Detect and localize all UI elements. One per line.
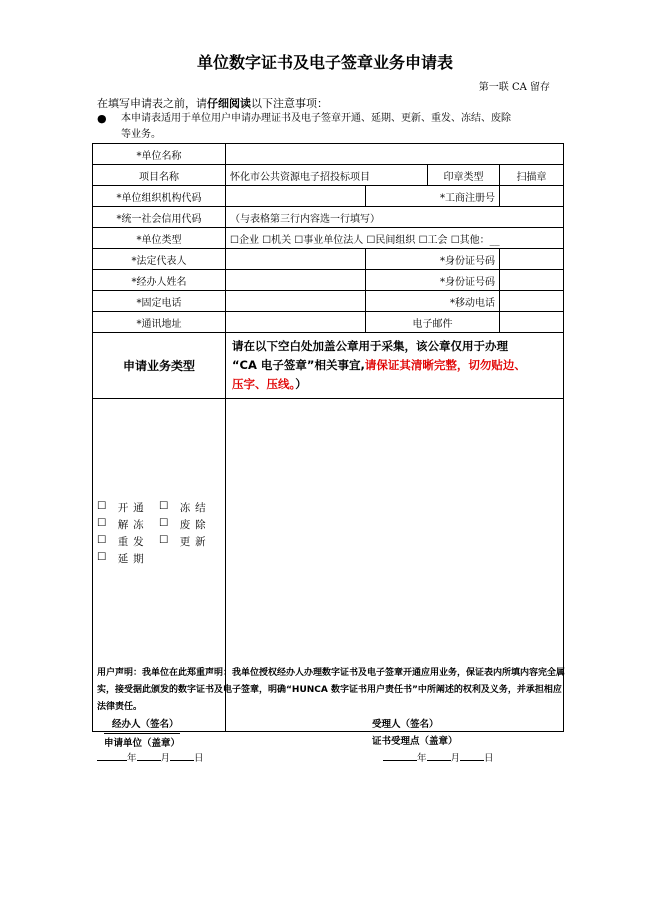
checkbox-icon[interactable]: ☐ [97,534,107,546]
org-code-label: *单位组织机构代码 [93,186,226,207]
copy-note: 第一联 CA 留存 [478,82,550,93]
bullet-icon: ● [97,112,107,125]
checkbox-icon[interactable]: ☐ [159,534,169,546]
email-field[interactable] [500,312,564,333]
address-label: *通讯地址 [93,312,226,333]
receiver-signature-label: 受理人（签名） [372,719,439,730]
agent-name-field[interactable] [226,270,366,291]
project-name-label: 项目名称 [93,165,226,186]
credit-code-label: *统一社会信用代码 [93,207,226,228]
credit-code-note: （与表格第三行内容选一行填写） [226,207,564,228]
fixed-phone-field[interactable] [226,291,366,312]
mobile-phone-label: *移动电话 [366,291,500,312]
fixed-phone-label: *固定电话 [93,291,226,312]
id-no-field-2[interactable] [500,270,564,291]
unit-name-field[interactable] [226,144,564,165]
receiver-date[interactable]: 年 月 日 [383,750,494,764]
stamp-instruction: 请在以下空白处加盖公章用于采集，该公章仅用于办理 “CA 电子签章”相关事宜,请保证其清晰完整，切勿贴边、 压字、压线。） [226,333,564,399]
user-declaration: 用户声明：我单位在此郑重声明：我单位授权经办人办理数字证书及电子签章开通应用业务，保证表内所填内容完全属实，接受据此颁发的数字证书及电子签章，明确“HUNCA 数字证书用户责任书”中所阐述的权利及义务，并承担相应法律责任。 [97,668,566,712]
form-title: 单位数字证书及电子签章业务申请表 [196,53,453,72]
notice: ● 本申请表适用于单位用户申请办理证书及电子签章开通、延期、更新、重发、冻结、废除 等业务。 [97,112,511,140]
agent-name-label: *经办人姓名 [93,270,226,291]
biz-reg-label: *工商注册号 [366,186,500,207]
id-no-label-2: *身份证号码 [366,270,500,291]
option-open[interactable]: ☐ 开通 [97,500,149,514]
seal-type-value: 扫描章 [500,165,564,186]
unit-type-label: *单位类型 [93,228,226,249]
intro-text: 在填写申请表之前，请仔细阅读以下注意事项： [97,97,328,110]
option-renew[interactable]: ☐ 更新 [159,534,211,548]
legal-rep-field[interactable] [226,249,366,270]
option-freeze[interactable]: ☐ 冻结 [159,500,211,514]
business-type-label: 申请业务类型 [93,333,226,399]
checkbox-icon[interactable]: ☐ [159,500,169,512]
address-field[interactable] [226,312,366,333]
project-name-value: 怀化市公共资源电子招投标项目 [226,165,428,186]
option-unfreeze[interactable]: ☐ 解冻 [97,517,149,531]
mobile-phone-field[interactable] [500,291,564,312]
application-table [92,143,564,732]
id-no-field-1[interactable] [500,249,564,270]
email-label: 电子邮件 [366,312,500,333]
option-reissue[interactable]: ☐ 重发 [97,534,149,548]
unit-name-label: *单位名称 [93,144,226,165]
unit-type-options[interactable]: ☐企业 ☐机关 ☐事业单位法人 ☐民间组织 ☐工会 ☐其他：__ [226,228,564,249]
legal-rep-label: *法定代表人 [93,249,226,270]
option-revoke[interactable]: ☐ 废除 [159,517,211,531]
checkbox-icon[interactable]: ☐ [159,517,169,529]
checkbox-icon[interactable]: ☐ [97,500,107,512]
applicant-unit-label: 申请单位（盖章） [104,733,180,749]
checkbox-icon[interactable]: ☐ [97,551,107,563]
seal-type-label: 印章类型 [428,165,500,186]
id-no-label-1: *身份证号码 [366,249,500,270]
agent-signature-label: 经办人（签名） [112,719,179,730]
biz-reg-field[interactable] [500,186,564,207]
cert-point-label: 证书受理点（盖章） [372,736,458,747]
org-code-field[interactable] [226,186,366,207]
applicant-date[interactable]: 年 月 日 [97,750,204,764]
option-extend[interactable]: ☐ 延期 [97,551,149,565]
checkbox-icon[interactable]: ☐ [97,517,107,529]
